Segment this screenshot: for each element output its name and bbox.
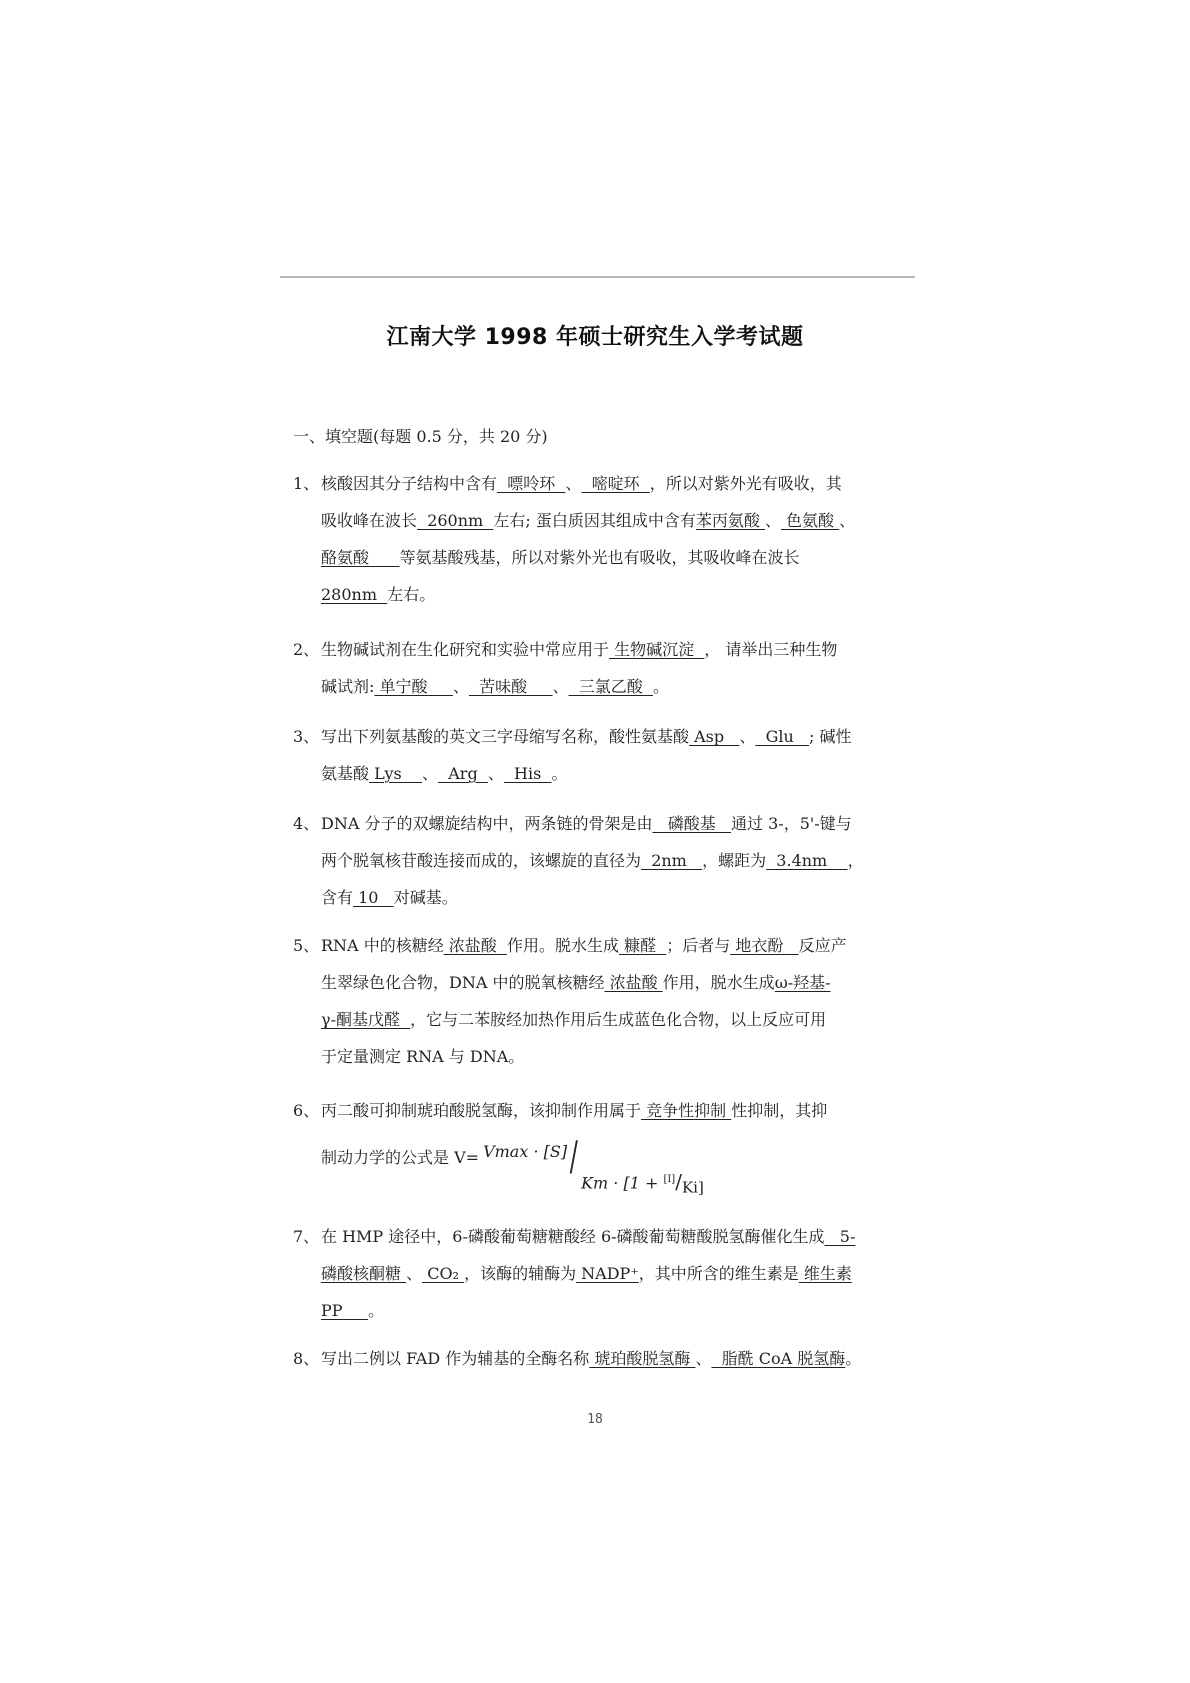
question-text: 。 — [367, 1301, 384, 1320]
question-text: 对碱基。 — [393, 888, 458, 907]
question-text: 左右。 — [387, 585, 436, 604]
question-text: 生翠绿色化合物，DNA 中的脱氧核糖经 — [321, 973, 605, 992]
answer-blank: 三氯乙酸 — [568, 677, 653, 696]
question-text: 左右; 蛋白质因其组成中含有 — [493, 511, 696, 530]
answer-blank: 琥珀酸脱氢酶 — [589, 1349, 696, 1368]
question-line — [321, 964, 913, 1001]
question-text: ，所以对紫外光有吸收，其 — [649, 474, 842, 493]
question-body — [321, 465, 913, 613]
question-3 — [293, 718, 913, 792]
question-line — [321, 1092, 913, 1129]
question-text: 、 — [764, 511, 781, 530]
question-4 — [293, 805, 913, 916]
answer-blank: 地衣酚 — [730, 936, 799, 955]
question-line — [321, 668, 913, 705]
answer-blank: ω-羟基- — [774, 973, 831, 992]
answer-blank: 3.4nm — [766, 851, 848, 870]
answer-blank: 磷酸基 — [652, 814, 732, 833]
question-text: 等氨基酸残基，所以对紫外光也有吸收，其吸收峰在波长 — [399, 548, 800, 567]
question-text: 、 — [565, 474, 582, 493]
answer-blank: PP — [321, 1301, 368, 1320]
answer-blank: His — [503, 764, 552, 783]
question-line — [321, 805, 913, 842]
answer-blank: CO₂ — [422, 1264, 465, 1283]
header-rule — [280, 276, 915, 278]
question-text: 、 — [552, 677, 569, 696]
answer-blank: 色氨酸 — [780, 511, 840, 530]
answer-blank: 脂酰 CoA 脱氢酶 — [711, 1349, 846, 1368]
question-line — [321, 755, 913, 792]
formula-denominator: $Km \cdot [1 + [I]/_{Ki]}$ — [581, 1169, 704, 1197]
question-body — [321, 1340, 913, 1377]
answer-blank: 嘧啶环 — [581, 474, 650, 493]
formula-prefix: 制动力学的公式是 V= — [321, 1148, 480, 1167]
question-text: ，螺距为 — [702, 851, 767, 870]
answer-blank: 苦味酸 — [468, 677, 553, 696]
question-text: 丙二酸可抑制琥珀酸脱氢酶，该抑制作用属于 — [321, 1101, 642, 1120]
question-6 — [293, 1092, 913, 1199]
question-line — [321, 718, 913, 755]
question-text: 、 — [406, 1264, 423, 1283]
answer-blank: 浓盐酸 — [443, 936, 507, 955]
answer-blank: 酪氨酸 — [321, 548, 400, 567]
answer-blank: NADP⁺ — [576, 1264, 639, 1283]
question-text: 。 — [652, 677, 669, 696]
question-2 — [293, 631, 913, 705]
question-7 — [293, 1218, 913, 1329]
page-title: 江南大学 1998 年硕士研究生入学考试题 — [386, 325, 804, 350]
question-number: 7、 — [293, 1227, 320, 1246]
question-line — [321, 1255, 913, 1292]
question-text: 、 — [452, 677, 469, 696]
answer-blank: 苯丙氨酸 — [695, 511, 765, 530]
question-body — [321, 718, 913, 792]
answer-blank: 竞争性抑制 — [641, 1101, 732, 1120]
question-text: 在 HMP 途径中，6-磷酸葡萄糖糖酸经 6-磷酸葡萄糖酸脱氢酶催化生成 — [321, 1227, 825, 1246]
question-text: 生物碱试剂在生化研究和实验中常应用于 — [321, 640, 610, 659]
question-text: ，该酶的辅酶为 — [464, 1264, 577, 1283]
answer-blank: 10 — [353, 888, 394, 907]
question-body — [321, 805, 913, 916]
question-line — [321, 502, 913, 539]
question-number: 4、 — [293, 814, 320, 833]
question-body — [321, 1092, 913, 1199]
question-line — [321, 576, 913, 613]
question-number: 1、 — [293, 474, 320, 493]
question-number: 3、 — [293, 727, 320, 746]
question-line — [321, 539, 913, 576]
answer-blank: 糠醛 — [618, 936, 667, 955]
answer-blank: 5- — [824, 1227, 856, 1246]
question-text: ，它与二苯胺经加热作用后生成蓝色化合物，以上反应可用 — [410, 1010, 827, 1029]
formula-line — [321, 1134, 913, 1199]
question-number: 8、 — [293, 1349, 320, 1368]
answer-blank: 磷酸核酮糖 — [321, 1264, 407, 1283]
question-text: 、 — [739, 727, 756, 746]
question-text: DNA 分子的双螺旋结构中，两条链的骨架是由 — [321, 814, 653, 833]
question-number: 6、 — [293, 1101, 320, 1120]
question-line — [321, 465, 913, 502]
question-text: 写出下列氨基酸的英文三字母缩写名称，酸性氨基酸 — [321, 727, 690, 746]
question-line — [321, 927, 913, 964]
question-text: 通过 3-，5'-键与 — [731, 814, 852, 833]
question-text: 两个脱氧核苷酸连接而成的，该螺旋的直径为 — [321, 851, 642, 870]
question-text: 、 — [422, 764, 439, 783]
page-number: 18 — [587, 1412, 603, 1427]
question-text: 、 — [839, 511, 856, 530]
question-text: ， — [847, 851, 864, 870]
question-text: 。 — [845, 1349, 862, 1368]
question-text: ， 请举出三种生物 — [704, 640, 838, 659]
question-line — [321, 1038, 913, 1075]
answer-blank: 维生素 — [798, 1264, 852, 1283]
question-text: 、 — [487, 764, 504, 783]
question-line — [321, 842, 913, 879]
question-text: 作用，脱水生成 — [662, 973, 775, 992]
question-text: RNA 中的核糖经 — [321, 936, 444, 955]
question-line — [321, 1001, 913, 1038]
question-text: 吸收峰在波长 — [321, 511, 418, 530]
question-text: 含有 — [321, 888, 354, 907]
answer-blank: 280nm — [321, 585, 388, 604]
inner-denominator: Ki] — [681, 1178, 704, 1197]
answer-blank: Asp — [689, 727, 740, 746]
answer-blank: Arg — [438, 764, 488, 783]
answer-blank: 生物碱沉淀 — [609, 640, 705, 659]
section-heading: 一、填空题(每题 0.5 分，共 20 分) — [293, 427, 548, 446]
question-body — [321, 1218, 913, 1329]
question-text: ，其中所含的维生素是 — [638, 1264, 799, 1283]
question-text: 反应产 — [798, 936, 847, 955]
fraction-slash: / — [569, 1134, 578, 1180]
question-8 — [293, 1340, 913, 1377]
question-line — [321, 1340, 913, 1377]
question-text: 核酸因其分子结构中含有 — [321, 474, 498, 493]
answer-blank: Lys — [369, 764, 423, 783]
answer-blank: 嘌呤环 — [497, 474, 566, 493]
question-text: ; 碱性 — [809, 727, 852, 746]
question-text: 碱试剂: — [321, 677, 375, 696]
inner-numerator: [I] — [663, 1174, 676, 1185]
question-text: 于定量测定 RNA 与 DNA。 — [321, 1047, 525, 1066]
question-body — [321, 631, 913, 705]
answer-blank: Glu — [755, 727, 810, 746]
question-number: 2、 — [293, 640, 320, 659]
question-text: 。 — [551, 764, 568, 783]
question-number: 5、 — [293, 936, 320, 955]
question-line — [321, 1292, 913, 1329]
question-text: 作用。脱水生成 — [506, 936, 619, 955]
inhibition-formula — [479, 1134, 739, 1199]
answer-blank: 浓盐酸 — [604, 973, 663, 992]
answer-blank: γ-酮基戊醛 — [321, 1010, 411, 1029]
answer-blank: 2nm — [641, 851, 703, 870]
formula-numerator: Vmax · [S] — [483, 1142, 568, 1161]
answer-blank: 260nm — [417, 511, 494, 530]
answer-blank: 单宁酸 — [374, 677, 453, 696]
question-text: 写出二例以 FAD 作为辅基的全酶名称 — [321, 1349, 590, 1368]
question-line — [321, 1218, 913, 1255]
question-line — [321, 879, 913, 916]
question-text: 性抑制，其抑 — [731, 1101, 828, 1120]
question-text: 氨基酸 — [321, 764, 370, 783]
question-text: ；后者与 — [666, 936, 731, 955]
question-1 — [293, 465, 913, 613]
question-text: 、 — [695, 1349, 712, 1368]
question-line — [321, 631, 913, 668]
question-5 — [293, 927, 913, 1075]
question-body — [321, 927, 913, 1075]
